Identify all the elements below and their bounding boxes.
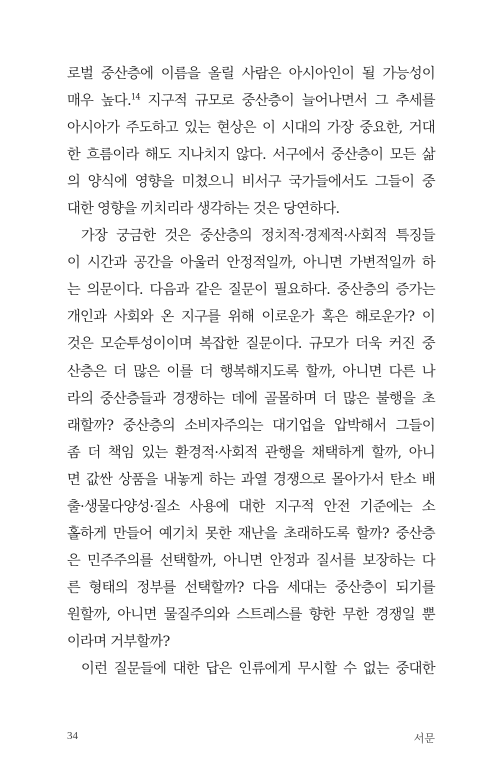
book-page-body — [67, 61, 435, 683]
text-line-5: 의 양식에 영향을 미쳤으니 비서구 국가들에서도 그들이 중 — [67, 174, 435, 191]
text-line-12: 산층은 더 많은 이를 더 행복해지도록 할까, 아니면 다른 나 — [67, 363, 435, 380]
footnote-marker: 14 — [131, 92, 140, 102]
text-line-11: 것은 모순투성이이며 복잡한 질문이다. 규모가 더욱 커진 중 — [67, 336, 435, 353]
text-line-22: 이라며 거부할까? — [67, 633, 170, 650]
text-line-2 — [67, 88, 435, 115]
text-line-3: 아시아가 주도하고 있는 현상은 이 시대의 가장 중요한, 거대 — [67, 120, 435, 137]
text-line-2-end: 지구적 규모로 중산층이 늘어나면서 그 추세를 — [139, 93, 435, 110]
text-line-17: 출·생물다양성·질소 사용에 대한 지구적 안전 기준에는 소 — [67, 498, 435, 515]
text-line-13: 라의 중산층들과 경쟁하는 데에 골몰하며 더 많은 불행을 초 — [67, 390, 435, 407]
text-line-4: 한 흐름이라 해도 지나치지 않다. 서구에서 중산층이 모든 삶 — [67, 147, 435, 164]
text-line-21: 원할까, 아니면 물질주의와 스트레스를 향한 무한 경쟁일 뿐 — [67, 606, 435, 623]
text-line-7: 가장 궁금한 것은 중산층의 정치적·경제적·사회적 특징들 — [81, 228, 435, 245]
text-line-10: 개인과 사회와 온 지구를 위해 이로운가 혹은 해로운가? 이 — [67, 309, 435, 326]
text-line-19: 은 민주주의를 선택할까, 아니면 안정과 질서를 보장하는 다 — [67, 552, 435, 569]
page-number: 34 — [67, 730, 78, 742]
text-line-15: 좀 더 책임 있는 환경적·사회적 관행을 채택하게 할까, 아니 — [67, 444, 435, 461]
text-line-20: 른 형태의 정부를 선택할까? 다음 세대는 중산층이 되기를 — [67, 579, 435, 596]
text-line-2-start: 매우 높다. — [67, 93, 131, 110]
text-line-14: 래할까? 중산층의 소비자주의는 대기업을 압박해서 그들이 — [67, 417, 435, 434]
text-line-16: 면 값싼 상품을 내놓게 하는 과열 경쟁으로 몰아가서 탄소 배 — [67, 471, 435, 488]
text-line-23: 이런 질문들에 대한 답은 인류에게 무시할 수 없는 중대한 — [81, 661, 435, 678]
text-line-9: 는 의문이다. 다음과 같은 질문이 필요하다. 중산층의 증가는 — [67, 282, 435, 299]
text-line-8: 이 시간과 공간을 아울러 안정적일까, 아니면 가변적일까 하 — [67, 255, 435, 272]
text-line-18: 홀하게 만들어 예기치 못한 재난을 초래하도록 할까? 중산층 — [67, 525, 435, 542]
text-line-1: 로벌 중산층에 이름을 올릴 사람은 아시아인이 될 가능성이 — [67, 66, 435, 82]
text-line-6: 대한 영향을 끼치리라 생각하는 것은 당연하다. — [67, 201, 340, 218]
running-head: 서문 — [413, 733, 435, 745]
